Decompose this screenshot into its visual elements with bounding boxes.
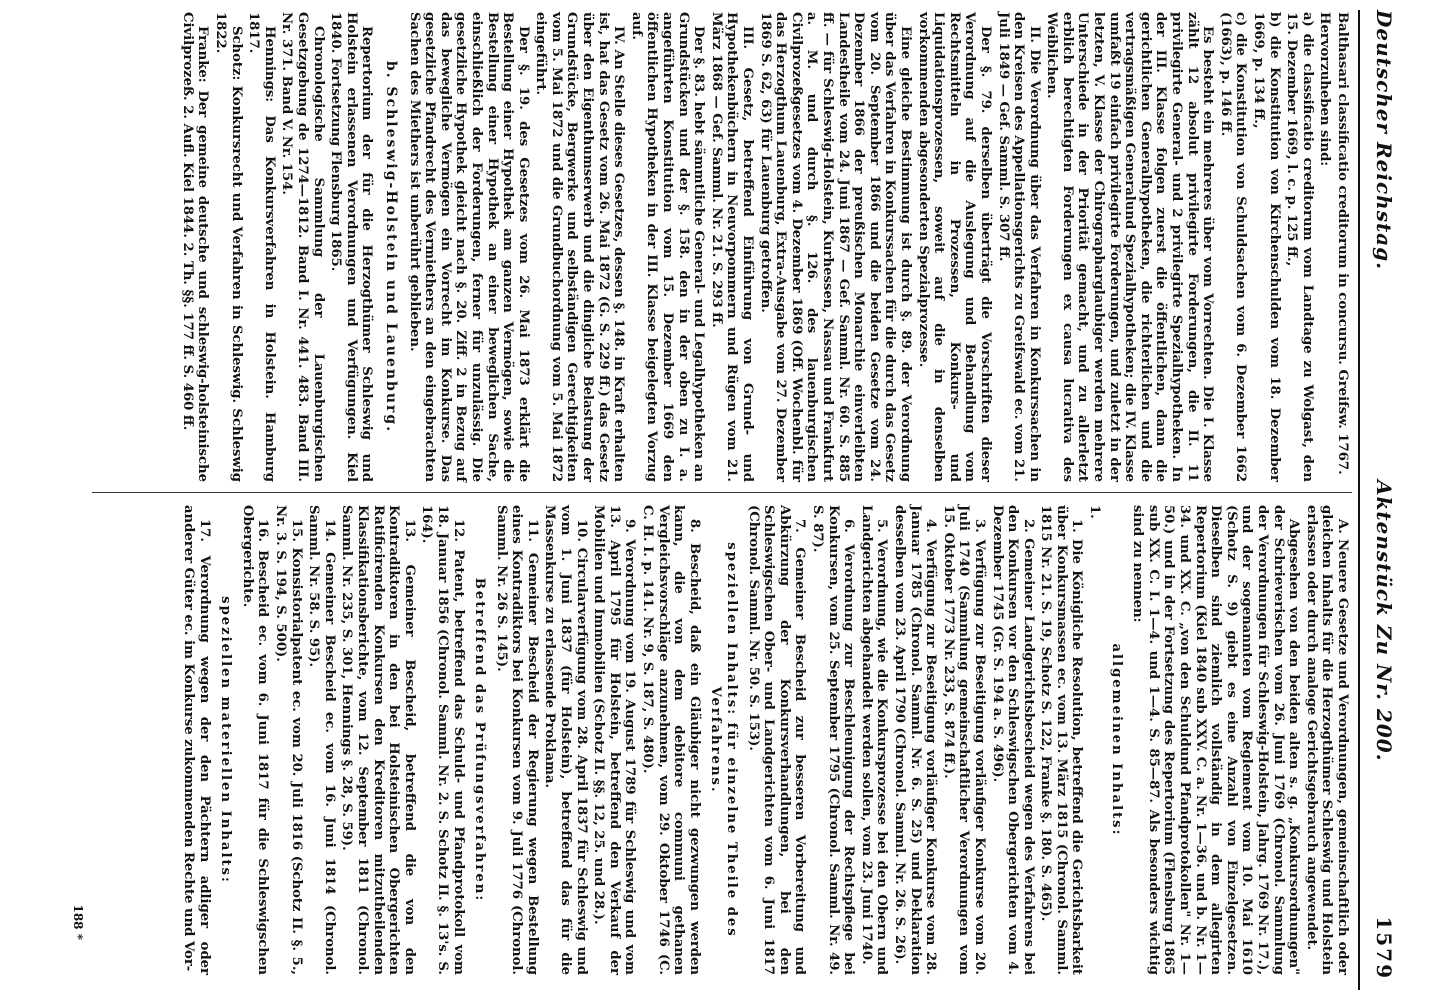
- page-header: [1362, 10, 1396, 990]
- paragraph: II. Die Verordnung über das Verfahren in Konkurssachen in den Kreisen des Appellationsgerichts zu Greifswald ec. vom 21. Juli 1849 — Gef. Samml. S. 307 ff.: [995, 12, 1042, 482]
- paragraph: Repertorium der für die Herzogthümer Schleswig und Holstein erlassenen Verordnungen und Verfügungen. Kiel 1840. Fortsetzung Flensburg 1865.: [328, 12, 375, 482]
- paragraph: 12. Patent, betreffend das Schuld- und Pfandprotokoll vom 18. Januar 1856 (Chronol. Samml. Nr. 2. S. Schotz II. §. 13's. S. 164).: [419, 505, 466, 975]
- column-divider: [92, 492, 1352, 493]
- right-column: [178, 505, 1350, 975]
- section-heading: b. Schleswig-Holstein und Lauenburg.: [382, 60, 399, 434]
- footer-signature-mark: 188 *: [71, 904, 85, 940]
- paragraph: 9. Verordnung vom 19. August 1789 für Schleswig und vom 13. April 1795 für Holstein, betreffend den Verkauf der Mobilien und Immobilien (Schotz II. §§. 12, 25. und 28.).: [591, 505, 638, 975]
- paragraph: 7. Gemeiner Bescheid zur besseren Vorbereitung und Abkürzung der Konkursverhandlungen, bei den Schleswigschen Ober- und Landgerichten vom 6. Juni 1817 (Chronol. Samml. Nr. 50. S. 153).: [745, 505, 808, 975]
- paragraph: 11. Gemeiner Bescheid der Regierung wegen Bestellung eines Kontradiktors bei Konkursen vom 9. Juli 1776 (Chronol. Samml. Nr. 26 S. 145).: [493, 505, 540, 975]
- page-number: 1579: [1372, 916, 1396, 980]
- paragraph: b) die Konstitution von Kirchenschulden vom 18. Dezember 1669, p. 134 ff.,: [1251, 12, 1282, 482]
- subheading: speziellen Inhalts: für einzelne Theile des Verfahrens.: [708, 542, 740, 938]
- paragraph: c) die Konstitution von Schuldsachen vom 6. Dezember 1662 (1663), p. 146 ff.: [1217, 12, 1249, 482]
- paragraph: 6. Verordnung zur Beschleunigung der Rechtspflege bei Konkursen, vom 25. September 1795 (Chronol. Samml. Nr. 49. S. 87).: [810, 505, 857, 975]
- paragraph: Balthasari classificatio creditorum in concursu. Greifsw. 1767.: [1335, 12, 1350, 475]
- paragraph: a) die classificatio creditorum vom Landtage zu Wolgast, den 15. Dezember 1669, l. c. p. 125 ff.,: [1284, 12, 1315, 482]
- paragraph: 16. Bescheid ec. vom 6. Juni 1817 für die Schleswigschen Obergerichte.: [239, 505, 271, 975]
- paragraph: IV. An Stelle dieses Gesetzes, dessen §. 148. in Kraft erhalten ist, hat das Gesetz vom 26. Mai 1872 (G. S. 229 ff.) das Gesetz über den Eigenthumserwerb und die dingliche Belastung der Grundstücke, Bergwerke und selbständigen Gerechtigkeiten vom 5. Mai 1872 und die Grundbuchordnung vom 5. Mai 1872 eingeführt.: [533, 12, 627, 482]
- subheading: speziellen materiellen Inhalts:: [218, 596, 234, 884]
- paragraph: 2. Gemeiner Landgerichtsbescheid wegen des Verfahrens bei den Konkursen vor den Schleswigschen Obergerichten vom 4. Dezember 1745 (Gr. S. 194 a. S. 496).: [989, 505, 1036, 975]
- paragraph: 4. Verfügung zur Beseitigung vorläufiger Konkurse vom 28. Januar 1785 (Chronol. Samml. Nr. 6. S. 25) und Deklaration desselben vom 23. April 1790 (Chronol. Samml. Nr. 26. S. 26).: [891, 505, 939, 975]
- paragraph: Der §. 79. derselben überträgt die Vorschriften dieser Verordnung auf die Auslegung und Behandlung vom Rechtsmitteln in Prozessen, Konkurs- und Liquidationsprozessen, soweit auf die in denselben vorkommenden abgesonderten Spezialprozesse.: [915, 12, 993, 482]
- paragraph: Franke: Der gemeine deutsche und schleswig-holsteinische Civilprozeß. 2. Aufl. Kiel 1844. 2. Th. §§. 177 ff. S. 460 ff.: [179, 12, 211, 482]
- paragraph: 15. Konsistorialpatent ec. vom 20. Juli 1816 (Schotz II. §. 5., Nr. 3. S. 194, S. 500).: [273, 505, 304, 975]
- paragraph: 14. Gemeiner Bescheid ec. vom 16. Juni 1814 (Chronol. Samml. Nr. 58. S. 95).: [306, 505, 337, 975]
- paragraph: Chronologische Sammlung der Lauenburgischen Gesetzgebung de 1274—1812. Band I. Nr. 441. 483. Band III. Nr. 371. Band V. Nr. 154.: [279, 12, 326, 482]
- paragraph: Hennings: Das Konkursverfahren in Holstein. Hamburg 1817.: [246, 12, 277, 482]
- paragraph: Der §. 83. hebt sämmtliche General- und Legalhypotheken an Grundstücken und der §. 158. den in der oben zu I. a. angeführten Konstitution vom 15. Dezember 1669 den öffentlichen Hypotheken in der III. Klasse beigelegten Vorzug auf.: [628, 12, 707, 482]
- paragraph: Der §. 19. des Gesetzes vom 26. Mai 1873 erklärt die Bestellung einer Hypothek am ganzen Vermögen, sowie die Bestellung einer Hypothek an einer beweglichen Sache, einschließlich der Forderungen, ferner für unzulässig. Die gesetzliche Hypothek gleicht nach §. 20. Ziff. 2 in Bezug auf das bewegliche Vermögen ein Vorrecht im Konkurse. Das gesetzliche Pfandrecht des Vermiethers an den eingebrachten Sachen des Miethers ist unberührt geblieben.: [406, 12, 531, 482]
- journal-title: Deutscher Reichstag.: [1372, 10, 1396, 271]
- subheading: Betreffend das Prüfungsverfahren:: [472, 577, 488, 903]
- header-rule: [1358, 10, 1360, 990]
- paragraph: A. Neuere Gesetze und Verordnungen, gemeinschaftlich oder gleichen Inhalts für die Herzogthümer Schleswig und Holstein erlassen oder durch analoge Gerichtsgebrauch angewendet.: [1303, 505, 1350, 975]
- paragraph: Es besteht ein mehreres über vom Vorrechten. Die I. Klasse zählt 12 absolut privilegirte Forderungen, die II. 11 privilegirte General- und 2 privilegirte Spezialhypotheken. In der III. Klasse folgen zuerst die öffentlichen, dann die gerichtlichen Generalhypotheken, die richterlichen und die vertragsmäßigen Generalund Spezialhypotheken; die IV. Klasse umfaßt 19 einfach privilegirte Forderungen, und zuletzt in der letzten, V. Klasse der Chirographarglaubiger werden mehrere Unterschiede in der Priorität gemacht, und zu allerletzt erblich berechtigten Forderungen ex causa lucrativa des Weiblichen.: [1044, 12, 1216, 482]
- paragraph: III. Gesetz, betreffend Einführung von Grund- und Hypothekenbüchern in Neuvorpommern und Rügen vom 21. März 1868 — Gef. Samml. Nr. 21. S. 293 ff.: [708, 12, 756, 482]
- paragraph: Eine gleiche Bestimmung ist durch §. 89. der Verordnung über das Verfahren in Konkurssachen für die durch das Gesetz vom 20. September 1866 und die beiden Gesetze vom 24. Dezember 1866 der preußischen Monarchie einverleibten Landestheile vom 24. Juni 1867 — Gef. Samml. Nr. 60. S. 885 ff. — für Schleswig-Holstein, Kurhessen, Nassau und Frankfurt a. M. und durch §. 126. des lauenburgischen Civilprozeßgesetzes vom 4. Dezember 1869 (Off. Wochenbl. für das Herzogthum Lauenburg, Extra-Ausgabe vom 27. Dezember 1869 S. 62, 63) für Lauenburg getroffen.: [757, 12, 913, 482]
- paragraph: 1.: [1087, 505, 1103, 519]
- document-reference: Aktenstück Zu Nr. 200.: [1372, 480, 1396, 762]
- paragraph: 1. Die Königliche Resolution, betreffend die Gerichtsbarkeit über Konkursmassen ec. vom 13. März 1815 (Chronol. Samml. 1815 Nr. 21. S. 19, Schotz S. 122, Franke §. 180. S. 465).: [1038, 505, 1085, 975]
- paragraph: 17. Verordnung wegen der den Pächtern adliger oder anderer Güter ec. im Konkurse zukommenden Rechte und Vor-: [181, 505, 212, 975]
- subheading: allgemeinen Inhalts:: [1108, 643, 1124, 837]
- paragraph: 5. Verordnung, wie die Konkursprozesse bei den Obern und Landgerichten abgehandelt werden sollen, vom 23. Juni 1740.: [858, 505, 890, 975]
- paragraph: 8. Bescheid, daß ein Gläubiger nicht gezwungen werden kann, die von dem debitore communi gethanen Vergleichsvorschläge anzunehmen, vom 29. Oktober 1746 (C. C. H. I. p. 141. Nr. 9, S. 187, S. 480).: [640, 505, 702, 975]
- left-column: [177, 12, 1350, 482]
- paragraph: Hervorzuheben sind:: [1317, 12, 1333, 167]
- paragraph: Abgesehen von den beiden alten s. g. „Konkursordnungen" der Schrieverischen vom 26. Juni 1769 (Chronol. Sammlung der Verordnungen für Schleswig-Holstein, Jahrg. 1769 Nr. 17.), und der sogenannten vom Reglement vom 10. Mai 1610 (Schotz S. 9) giebt es eine Anzahl von Einzelgesetzen. Dieselben sind ziemlich vollständig in dem allegirten Repertorium (Kiel 1840 sub XXV. C. a. Nr. 1—36. und b. Nr. 1—34. und XX. C. „von den Schuldund Pfandprotokollen" Nr. 1—50.) und in der Fortsetzung des Repertorium (Flensburg 1865 sub XX. C. I. 1—4. und 1—4. S. 85—87. Als besonders wichtig sind zu nennen:: [1130, 505, 1302, 975]
- paragraph: 3. Verfügung zur Beseitigung vorläufiger Konkurse vom 20. Juli 1740 (Sammlung gemeinschaftlicher Verordnungen vom 15. Oktober 1773 Nr. 233, S. 874 ff.).: [940, 505, 987, 975]
- paragraph: 13. Gemeiner Bescheid, betreffend die von den Kontradiktoren in den bei Holsteinischen Obergerichten Ratificirenden Konkursen den Kreditoren mitzutheilenden Klassifikationsberichte, vom 12. September 1811 (Chronol. Samml. Nr. 235, S. 301, Hennings §. 28, S. 59).: [339, 505, 417, 975]
- paragraph: Schotz: Konkursrecht und Verfahren in Schleswig. Schleswig 1822.: [213, 12, 244, 482]
- paragraph: 10. Circularverfügung vom 28. April 1837 für Schleswig und vom 1. Juni 1837 (für Holstein), betreffend das für die Massenkurse zu erlassende Proklama.: [542, 505, 589, 975]
